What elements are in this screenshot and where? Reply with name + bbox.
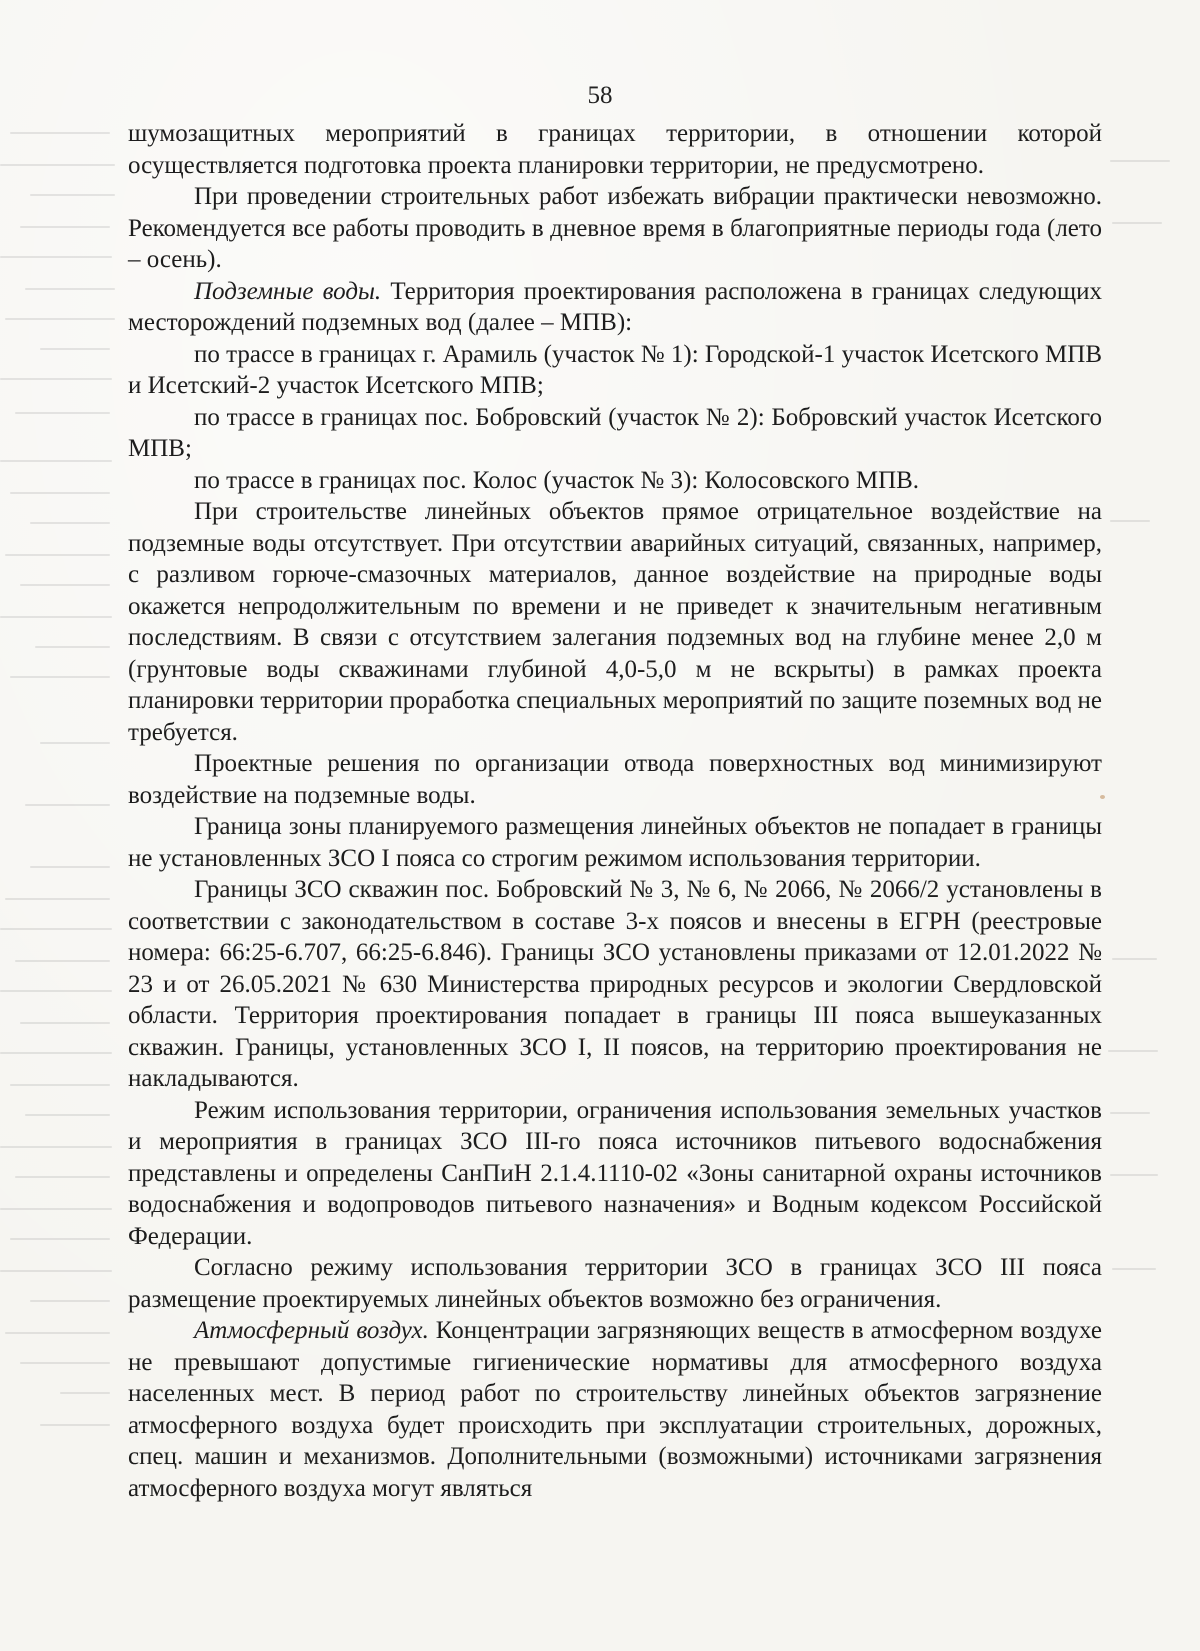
paragraph-zso-third-belt-regime: Режим использования территории, ограничения использования земельных участков и мероприятия в границах ЗСО III-го пояса источников питьевого водоснабжения представлены и определены СанПиН 2.1.4.1110-02 «Зоны санитарной охраны источников водоснабжения и водопроводов питьевого назначения» и Водным кодексом Российской Федерации. xyxy=(128,1096,1102,1250)
paragraph-zso-boundaries: Границы ЗСО скважин пос. Бобровский № 3, № 6, № 2066, № 2066/2 установлены в соответствии с законодательством в составе 3-х поясов и внесены в ЕГРН (реестровые номера: 66:25-6.707, 66:25-6.846). Границы ЗСО установлены приказами от 12.01.2022 № 23 и от 26.05.2021 № 630 Министерства природных ресурсов и экологии Свердловской области. Территория проектирования попадает в границы III пояса вышеуказанных скважин. Границы, установленных ЗСО I, II поясов, на территорию проектирования не накладываются. xyxy=(128,876,1102,1092)
paragraph-atmospheric-air xyxy=(128,1315,1102,1504)
page-number: 58 xyxy=(587,82,613,109)
paragraph-noise-measures: шумозащитных мероприятий в границах территории, в отношении которой осуществляется подготовка проекта планировки территории, не предусмотрено. xyxy=(128,120,1102,179)
paragraph-zso-first-belt: Граница зоны планируемого размещения линейных объектов не попадает в границы не установленных ЗСО I пояса со строгим режимом использования территории. xyxy=(128,813,1102,872)
paragraph-text: Территория проектирования расположена в границах следующих месторождений подземных вод (далее – МПВ): xyxy=(128,277,1102,336)
paragraph-groundwater-intro xyxy=(128,276,1102,339)
document-body xyxy=(128,118,1102,1504)
paragraph-vibration: При проведении строительных работ избежать вибрации практически невозможно. Рекомендуется все работы проводить в дневное время в благоприятные периоды года (лето – осень). xyxy=(128,183,1102,273)
paragraph-placement-allowed: Согласно режиму использования территории ЗСО в границах ЗСО III пояса размещение проектируемых линейных объектов возможно без ограничения. xyxy=(128,1254,1102,1313)
section-heading-groundwater: Подземные воды. xyxy=(194,277,382,305)
paragraph-route-bobrovsky: по трассе в границах пос. Бобровский (участок № 2): Бобровский участок Исетского МПВ; xyxy=(128,403,1102,462)
paragraph-text: Концентрации загрязняющих веществ в атмосферном воздухе не превышают допустимые гигиенические нормативы для атмосферного воздуха населенных мест. В период работ по строительству линейных объектов загрязнение атмосферного воздуха будет происходить при эксплуатации строительных, дорожных, спец. машин и механизмов. Дополнительными (возможными) источниками загрязнения атмосферного воздуха могут являться xyxy=(128,1317,1102,1502)
section-heading-atmospheric-air: Атмосферный воздух. xyxy=(194,1317,429,1344)
paragraph-groundwater-impact: При строительстве линейных объектов прямое отрицательное воздействие на подземные воды отсутствует. При отсутствии аварийных ситуаций, связанных, например, с разливом горюче-смазочных материалов, данное воздействие на природные воды окажется непродолжительным по времени и не приведет к значительным негативным последствиям. В связи с отсутствием залегания подземных вод на глубине менее 2,0 м (грунтовые воды скважинами глубиной 4,0-5,0 м не вскрыты) в рамках проекта планировки территории проработка специальных мероприятий по защите поземных вод не требуется. xyxy=(128,498,1102,746)
paragraph-route-kolos: по трассе в границах пос. Колос (участок № 3): Колосовского МПВ. xyxy=(194,466,920,494)
paragraph-route-aramil: по трассе в границах г. Арамиль (участок № 1): Городской-1 участок Исетского МПВ и Исетский-2 участок Исетского МПВ; xyxy=(128,340,1102,399)
paragraph-surface-drainage: Проектные решения по организации отвода поверхностных вод минимизируют воздействие на подземные воды. xyxy=(128,750,1102,809)
